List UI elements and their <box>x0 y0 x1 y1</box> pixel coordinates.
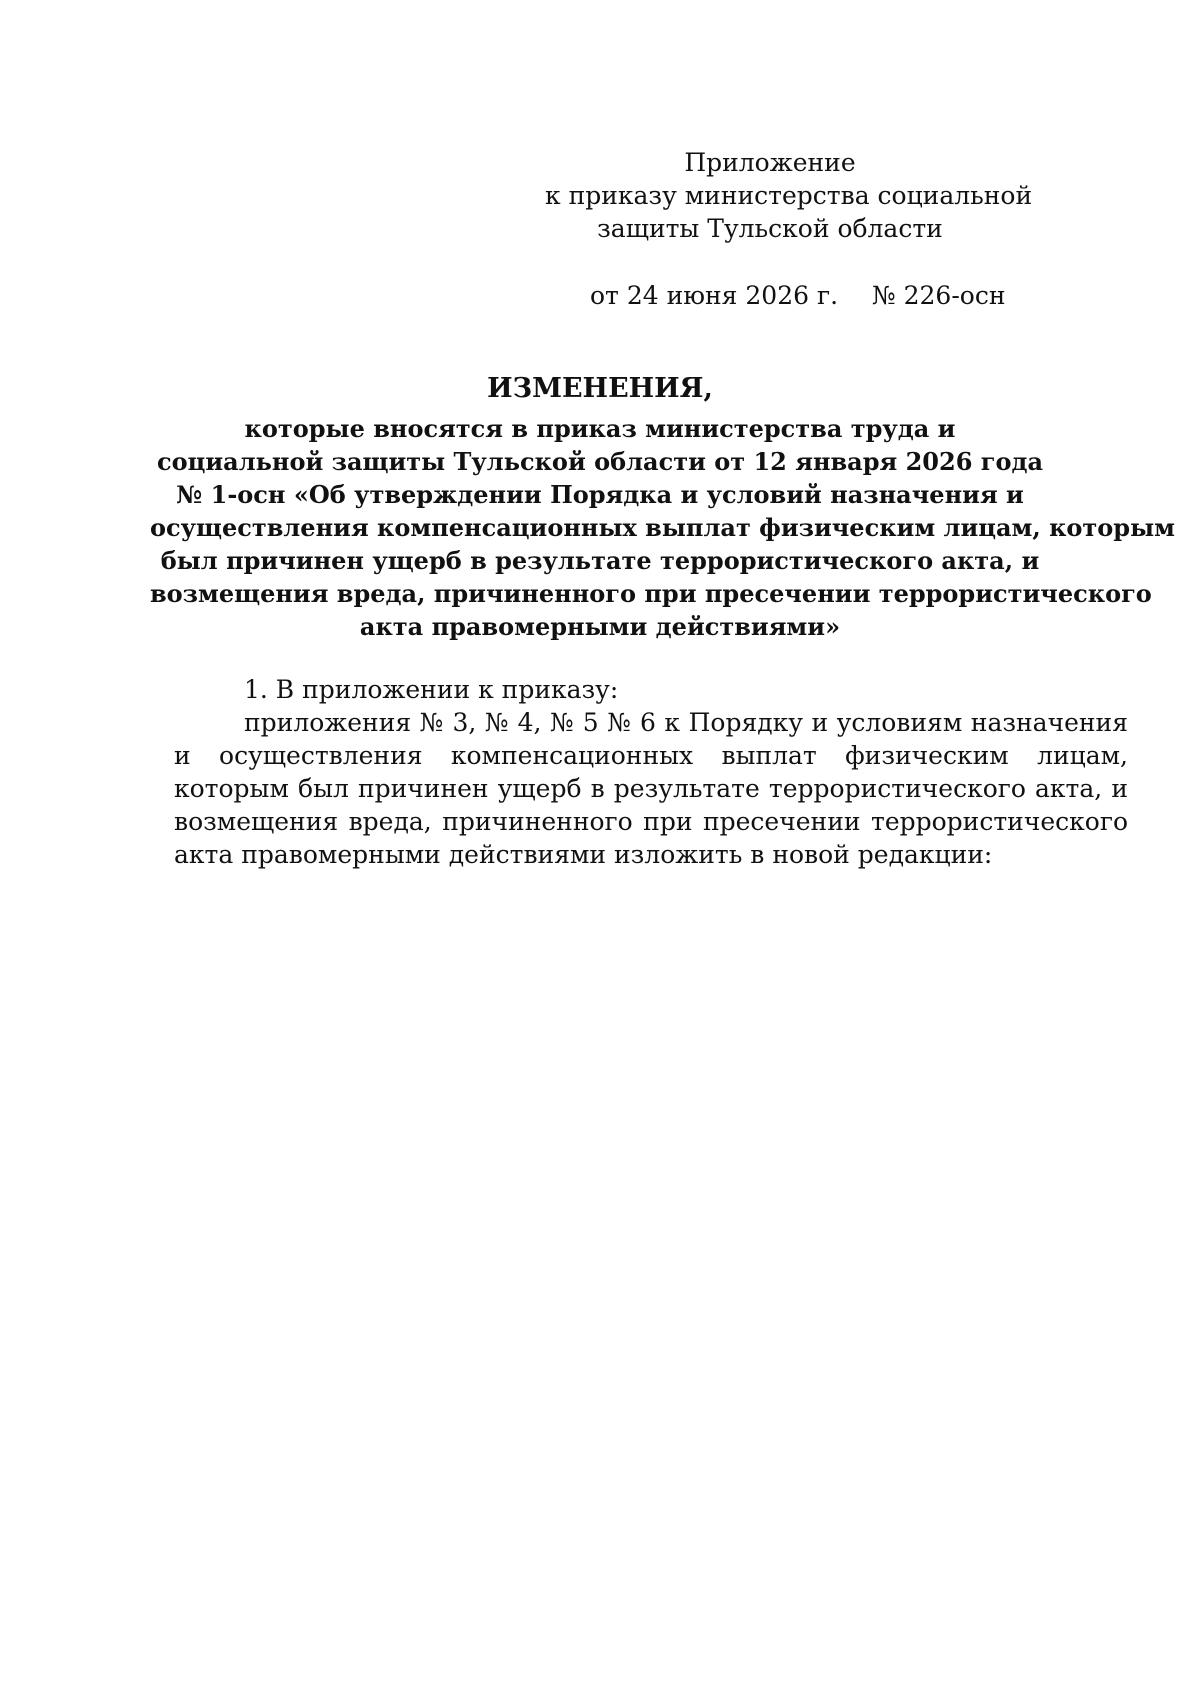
document-subtitle <box>150 412 1175 643</box>
subtitle-line: акта правомерными действиями» <box>359 612 841 641</box>
document-body <box>174 673 1128 871</box>
list-item-1: 1. В приложении к приказу: <box>244 675 619 704</box>
order-number: № 226-осн <box>872 281 1006 310</box>
appendix-ministry-line: защиты Тульской области <box>597 214 943 243</box>
order-reference <box>590 279 1006 312</box>
document-title: ИЗМЕНЕНИЯ, <box>487 373 713 404</box>
order-date: от 24 июня 2026 г. <box>590 281 839 310</box>
appendix-header <box>545 146 1033 245</box>
subtitle-line: возмещения вреда, причиненного при пресечении террористического <box>150 579 1152 608</box>
subtitle-line: социальной защиты Тульской области от 12 января 2026 года <box>156 447 1044 476</box>
subtitle-line: № 1-осн «Об утверждении Порядка и условий назначения и <box>176 480 1024 509</box>
subtitle-line: осуществления компенсационных выплат физическим лицам, которым <box>150 513 1175 542</box>
appendix-order-line: к приказу министерства социальной <box>545 181 1033 210</box>
appendix-label: Приложение <box>684 148 856 177</box>
subtitle-line: был причинен ущерб в результате террористического акта, и <box>160 546 1040 575</box>
body-paragraph: приложения № 3, № 4, № 5 № 6 к Порядку и условиям назначения и осуществления компенсационных выплат физическим лицам, которым был причинен ущерб в результате террористического акта, и возмещения вреда, причиненного при пресечении террористического акта правомерными действиями изложить в новой редакции: <box>174 708 1128 869</box>
subtitle-line: которые вносятся в приказ министерства труда и <box>244 414 956 443</box>
